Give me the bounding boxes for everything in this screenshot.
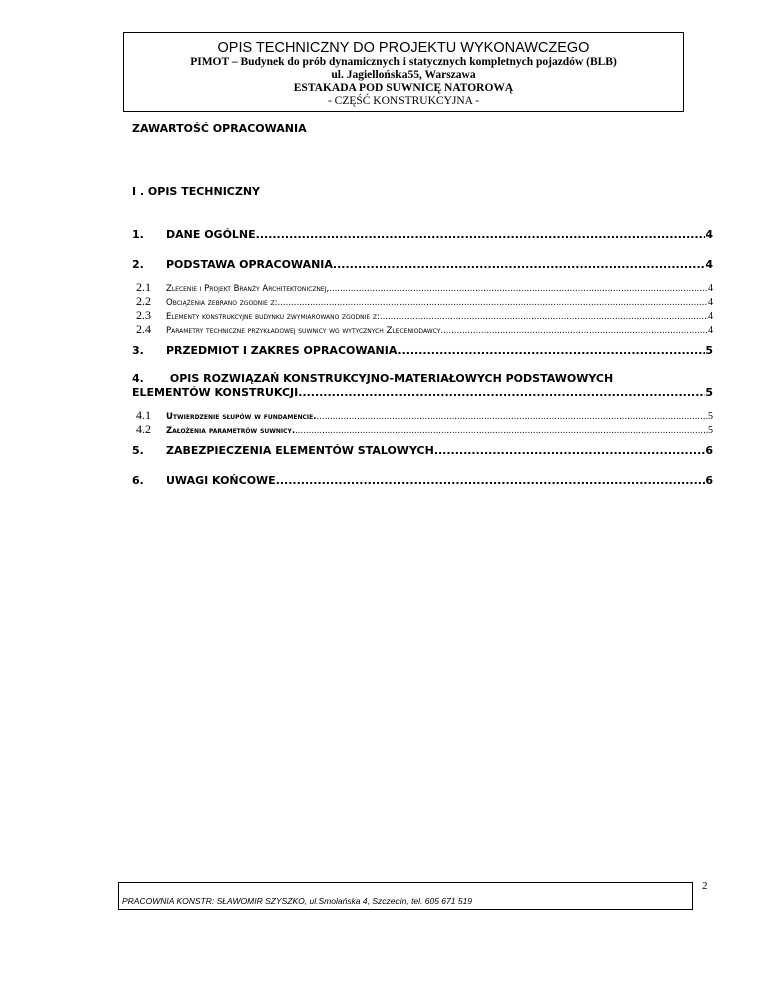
document-header-box bbox=[123, 32, 684, 112]
toc-page: 4 bbox=[708, 311, 713, 322]
toc-entry-3[interactable] bbox=[132, 344, 713, 357]
toc-label: ZABEZPIECZENIA ELEMENTÓW STALOWYCH bbox=[166, 444, 434, 457]
toc-entry-5[interactable] bbox=[132, 444, 713, 457]
toc-number: 2.4 bbox=[136, 322, 151, 336]
toc-page: 5 bbox=[708, 425, 713, 436]
contents-heading: ZAWARTOŚĆ OPRACOWANIA bbox=[132, 122, 307, 135]
toc-leader-dots bbox=[380, 312, 708, 322]
toc-number: 4. bbox=[132, 372, 144, 385]
project-part: - CZĘŚĆ KONSTRUKCYJNA - bbox=[327, 95, 480, 107]
toc-entry-2-3[interactable] bbox=[132, 308, 713, 323]
toc-page: 5 bbox=[705, 344, 713, 357]
toc-leader-dots bbox=[276, 474, 706, 487]
toc-page: 4 bbox=[708, 325, 713, 336]
page-number: 2 bbox=[702, 880, 708, 892]
toc-entry-4-1[interactable] bbox=[132, 408, 713, 423]
toc-label: PODSTAWA OPRACOWANIA bbox=[166, 258, 333, 271]
toc-leader-dots bbox=[302, 386, 705, 399]
toc-page: 5 bbox=[708, 411, 713, 422]
toc-number: 5. bbox=[132, 444, 144, 457]
toc-page: 4 bbox=[705, 228, 713, 241]
section-heading: I . OPIS TECHNICZNY bbox=[132, 185, 261, 198]
toc-page: 4 bbox=[705, 258, 713, 271]
toc-entry-2-2[interactable] bbox=[132, 294, 713, 309]
toc-entry-4-2[interactable] bbox=[132, 422, 713, 437]
toc-label: UWAGI KOŃCOWE bbox=[166, 474, 276, 487]
document-title: OPIS TECHNICZNY DO PROJEKTU WYKONAWCZEGO bbox=[217, 40, 590, 56]
project-address: ul. Jagiellońska55, Warszawa bbox=[331, 69, 476, 81]
toc-leader-dots bbox=[256, 228, 706, 241]
toc-label: Utwierdzenie słupów w fundamencie. bbox=[166, 412, 317, 422]
toc-label: ELEMENTÓW KONSTRUKCJI. bbox=[132, 386, 303, 399]
toc-leader-dots bbox=[329, 284, 708, 294]
toc-page: 6 bbox=[705, 474, 713, 487]
footer-box bbox=[118, 882, 693, 910]
project-name: PIMOT – Budynek do prób dynamicznych i statycznych kompletnych pojazdów (BLB) bbox=[190, 56, 617, 68]
toc-page: 6 bbox=[705, 444, 713, 457]
toc-leader-dots bbox=[295, 426, 708, 436]
toc-number: 2.1 bbox=[136, 280, 151, 294]
toc-label: Założenia parametrów suwnicy. bbox=[166, 426, 296, 436]
toc-number: 1. bbox=[132, 228, 144, 241]
toc-entry-6[interactable] bbox=[132, 474, 713, 487]
toc-entry-1[interactable] bbox=[132, 228, 713, 241]
toc-label: Parametry techniczne przykładowej suwnicy wg wytycznych Zleceniodawcy bbox=[166, 326, 441, 336]
toc-label: Elementy konstrukcyjne budynku zwymiarowano zgodnie z: bbox=[166, 312, 380, 322]
toc-page: 4 bbox=[708, 297, 713, 308]
toc-number: 2.2 bbox=[136, 294, 151, 308]
toc-number: 2.3 bbox=[136, 308, 151, 322]
toc-entry-4-line1[interactable] bbox=[132, 372, 613, 385]
toc-leader-dots bbox=[434, 444, 706, 457]
toc-leader-dots bbox=[333, 258, 705, 271]
toc-label: PRZEDMIOT I ZAKRES OPRACOWANIA bbox=[166, 344, 398, 357]
toc-entry-2[interactable] bbox=[132, 258, 713, 271]
toc-label: DANE OGÓLNE bbox=[166, 228, 256, 241]
toc-number: 3. bbox=[132, 344, 144, 357]
toc-leader-dots bbox=[316, 412, 708, 422]
toc-leader-dots bbox=[278, 298, 708, 308]
toc-label: Zlecenie i Projekt Branży Architektonicznej, bbox=[166, 284, 330, 294]
toc-number: 2. bbox=[132, 258, 144, 271]
toc-number: 4.1 bbox=[136, 408, 151, 422]
toc-leader-dots bbox=[397, 344, 705, 357]
toc-entry-2-4[interactable] bbox=[132, 322, 713, 337]
toc-number: 4.2 bbox=[136, 422, 151, 436]
project-object: ESTAKADA POD SUWNICĘ NATOROWĄ bbox=[293, 82, 514, 94]
toc-entry-4-line2[interactable] bbox=[132, 386, 713, 399]
toc-label: OPIS ROZWIĄZAŃ KONSTRUKCYJNO-MATERIAŁOWYCH PODSTAWOWYCH bbox=[169, 372, 614, 385]
toc-label: Obciążenia zebrano zgodnie z: bbox=[166, 298, 278, 308]
toc-page: 4 bbox=[708, 283, 713, 294]
toc-entry-2-1[interactable] bbox=[132, 280, 713, 295]
toc-number: 6. bbox=[132, 474, 144, 487]
toc-leader-dots bbox=[440, 326, 708, 336]
footer-text: PRACOWNIA KONSTR: SŁAWOMIR SZYSZKO, ul.Smolańska 4, Szczecin, tel. 605 671 519 bbox=[122, 896, 473, 906]
toc-page: 5 bbox=[705, 386, 713, 399]
